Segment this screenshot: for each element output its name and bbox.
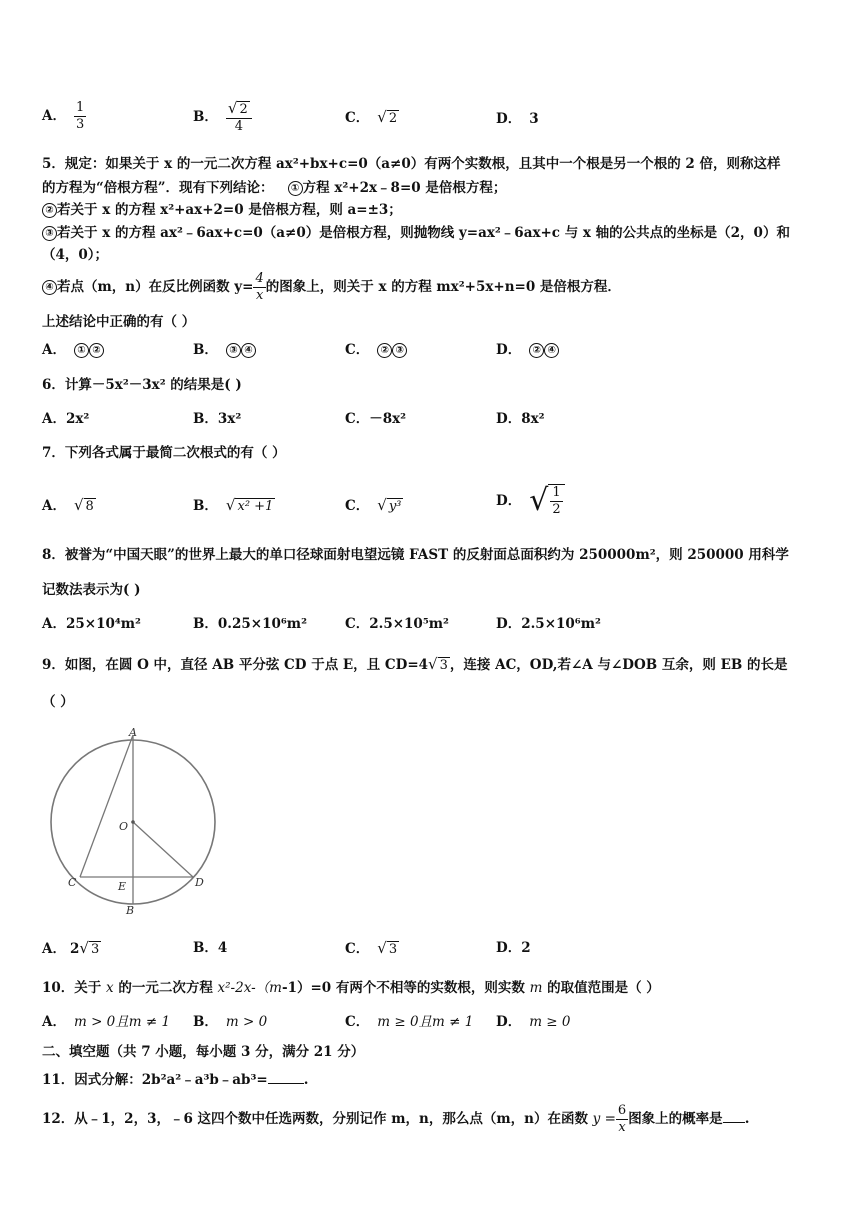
label-c: C	[68, 876, 77, 889]
section-heading-fill-in: 二、填空题（共 7 小题，每小题 3 分，满分 21 分）	[42, 1044, 365, 1060]
q8-stem-line2: 记数法表示为( )	[42, 582, 141, 598]
answer-blank[interactable]	[268, 1071, 304, 1084]
q9-option-c[interactable]: C． √ 3	[345, 939, 398, 957]
radical: √ y³	[377, 496, 402, 514]
center-point	[131, 820, 135, 824]
q10-option-c[interactable]: C． m ≥ 0且m ≠ 1	[345, 1014, 474, 1030]
circled-number-2: ②	[42, 203, 57, 218]
q4-option-a[interactable]	[42, 100, 86, 133]
q5-option-d[interactable]: D． ② ④	[496, 341, 559, 359]
fraction: $\frac{1}{3}$	[75, 100, 85, 132]
q7-option-d[interactable]: D． √ $\frac{1}{2}$	[496, 484, 565, 518]
q9-stem-line2: （ ）	[42, 694, 74, 710]
q9-stem-line1: 9．如图，在圆 O 中，直径 AB 平分弦 CD 于点 E，且 CD=4√ 3 ，连接 AC，OD,若∠A 与∠DOB 互余，则 EB 的长是	[42, 655, 788, 673]
radical: √ 2	[377, 108, 398, 126]
circled-number-2: ②	[89, 343, 104, 358]
radical: √ 3	[428, 655, 448, 673]
q5-stem-line3: ② 若关于 x 的方程 x²+ax+2=0 是倍根方程，则 a=±3；	[42, 201, 402, 219]
fraction: $\frac{6}{x}$	[617, 1103, 627, 1135]
q8-option-a[interactable]: A．25×10⁴m²	[42, 616, 141, 632]
q5-stem-line4: ③ 若关于 x 的方程 ax²﹣6ax+c=0（a≠0）是倍根方程，则抛物线 y=ax²﹣6ax+c 与 x 轴的公共点的坐标是（2，0）和	[42, 224, 790, 242]
q7-stem: 7．下列各式属于最简二次根式的有（ ）	[42, 445, 286, 461]
circled-number-3: ③	[226, 343, 241, 358]
circled-number-4: ④	[544, 343, 559, 358]
circled-number-1: ①	[288, 181, 303, 196]
q8-stem-line1: 8．被誉为“中国天眼”的世界上最大的单口径球面射电望远镜 FAST 的反射面总面积约为 250000m²，则 250000 用科学	[42, 547, 789, 563]
circled-number-3: ③	[392, 343, 407, 358]
label-d: D	[195, 876, 204, 889]
q5-stem-line5: （4，0）；	[42, 247, 109, 263]
circle-geometry-figure	[48, 727, 248, 919]
q10-stem: 10．关于 x 的一元二次方程 x²-2x-（m-1）=0 有两个不相等的实数根，则实数 m 的取值范围是（ ）	[42, 980, 660, 996]
fraction: $\frac{√ 2}{4}$	[226, 100, 252, 135]
q4-option-c[interactable]	[345, 108, 399, 127]
q5-stem-line6: ④ 若点（m，n）在反比例函数 y= $\frac{4}{x}$ 的图象上，则关于 x 的方程 mx²+5x+n=0 是倍根方程．	[42, 270, 621, 304]
segment-od	[133, 822, 193, 877]
q5-option-b[interactable]: B． ③ ④	[193, 341, 256, 359]
q4-option-b[interactable]	[193, 100, 252, 135]
q6-stem: 6．计算－5x²－3x² 的结果是( )	[42, 377, 242, 393]
q5-option-a[interactable]: A． ① ②	[42, 341, 104, 359]
q5-stem-line1: 5．规定：如果关于 x 的一元二次方程 ax²+bx+c=0（a≠0）有两个实数根，且其中一个根是另一个根的 2 倍，则称这样	[42, 156, 781, 172]
circled-number-1: ①	[74, 343, 89, 358]
q5-question: 上述结论中正确的有（ ）	[42, 314, 196, 330]
label-o: O	[119, 820, 129, 833]
fraction: $\frac{4}{x}$	[255, 271, 264, 303]
q8-option-d[interactable]: D．2.5×10⁶m²	[496, 616, 601, 632]
circled-number-2: ②	[529, 343, 544, 358]
radical: √ x² +1	[225, 496, 274, 514]
q6-option-b[interactable]: B．3x²	[193, 411, 242, 427]
option-label: D．	[496, 111, 522, 127]
segment-ac	[80, 735, 133, 877]
q5-option-c[interactable]: C． ② ③	[345, 341, 407, 359]
answer-blank[interactable]	[723, 1110, 745, 1123]
label-b: B	[126, 904, 135, 917]
q11-stem: 11．因式分解：2b²a²﹣a³b﹣ab³= .	[42, 1072, 309, 1088]
circled-number-2: ②	[377, 343, 392, 358]
q12-stem: 12．从﹣1，2，3，﹣6 这四个数中任选两数，分别记作 m，n，那么点（m，n）在函数 y = $\frac{6}{x}$ 图象上的概率是 .	[42, 1103, 750, 1135]
q9-option-a[interactable]: A． 2√ 3	[42, 939, 100, 957]
radical: √ 3	[79, 939, 100, 957]
q10-option-a[interactable]: A． m > 0且m ≠ 1	[42, 1014, 171, 1030]
q6-option-c[interactable]: C．－8x²	[345, 411, 407, 427]
q7-option-b[interactable]: B． √ x² +1	[193, 496, 274, 514]
q8-option-b[interactable]: B．0.25×10⁶m²	[193, 616, 307, 632]
q7-option-a[interactable]: A． √ 8	[42, 496, 94, 514]
radical: √ 8	[73, 496, 94, 514]
option-label: A．	[42, 108, 66, 124]
label-a: A	[129, 727, 137, 739]
q5-stem-line2: 的方程为“倍根方程”．现有下列结论： ① 方程 x²+2x﹣8=0 是倍根方程；	[42, 180, 507, 196]
circled-number-4: ④	[241, 343, 256, 358]
fraction: $\frac{1}{2}$	[552, 485, 561, 517]
q9-option-b[interactable]: B．4	[193, 940, 228, 956]
circled-number-3: ③	[42, 226, 57, 241]
radical: √ 3	[377, 939, 398, 957]
q9-option-d[interactable]: D．2	[496, 940, 531, 956]
option-label: B．	[193, 109, 218, 125]
radical: √ 2	[227, 99, 248, 117]
option-label: C．	[345, 110, 370, 126]
label-e: E	[118, 880, 127, 893]
q8-option-c[interactable]: C．2.5×10⁵m²	[345, 616, 449, 632]
q10-option-b[interactable]: B． m > 0	[193, 1014, 268, 1030]
circled-number-4: ④	[42, 280, 57, 295]
radical: √ $\frac{1}{2}$	[529, 484, 564, 518]
q6-option-a[interactable]: A．2x²	[42, 411, 90, 427]
q6-option-d[interactable]: D．8x²	[496, 411, 545, 427]
q10-option-d[interactable]: D． m ≥ 0	[496, 1014, 571, 1030]
q4-option-d[interactable]: D． 3	[496, 111, 539, 127]
q7-option-c[interactable]: C． √ y³	[345, 496, 402, 514]
